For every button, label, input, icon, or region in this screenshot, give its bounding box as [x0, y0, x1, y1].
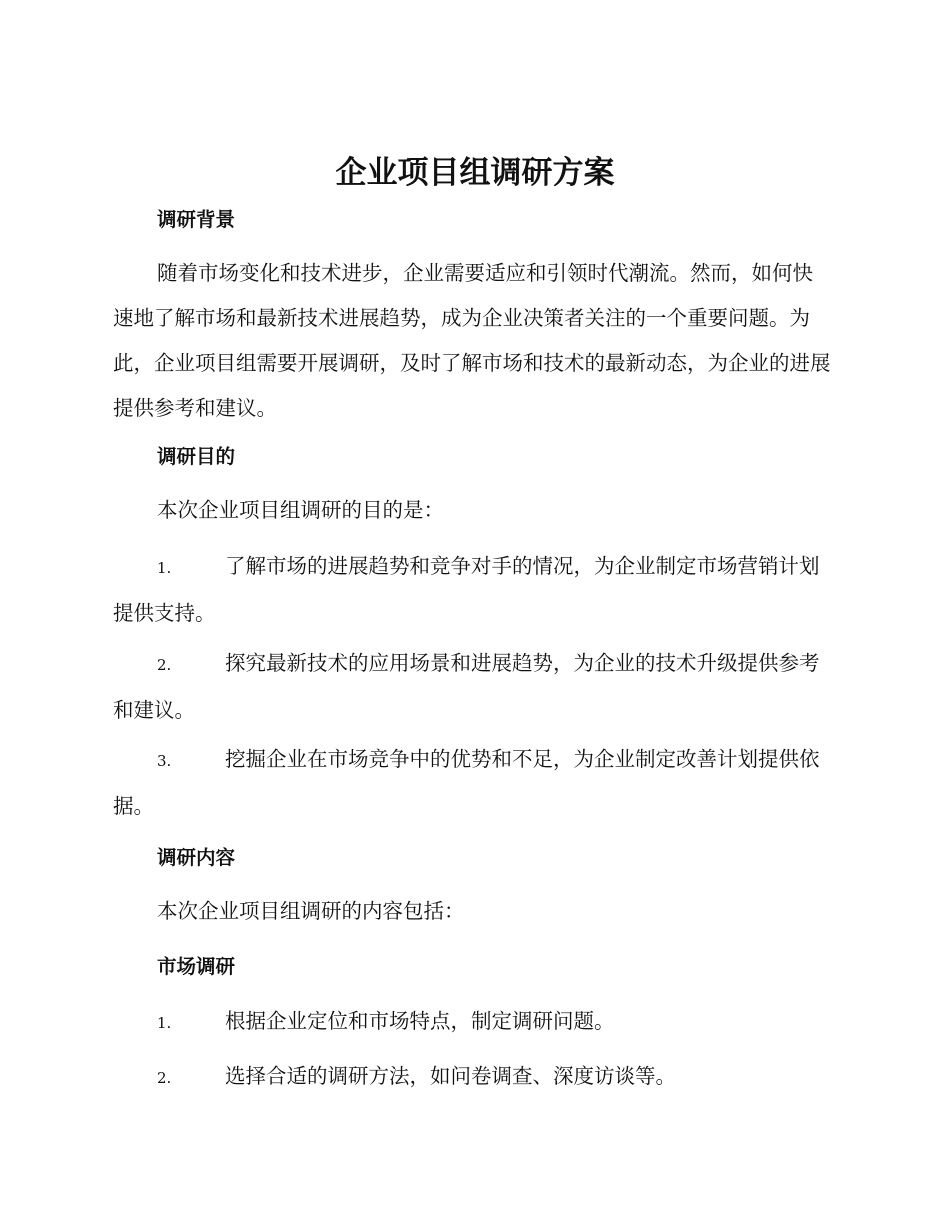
- purpose-intro: 本次企业项目组调研的目的是：: [157, 498, 444, 522]
- list-item-number: 2.: [157, 1069, 172, 1087]
- list-item-number: 1.: [157, 559, 172, 577]
- market-list-item: [113, 1054, 833, 1101]
- section-heading-purpose: 调研目的: [157, 445, 236, 468]
- market-list-item: [113, 999, 833, 1046]
- purpose-list-item: [113, 544, 833, 636]
- section-heading-content: 调研内容: [157, 846, 236, 869]
- subsection-heading-market: 市场调研: [157, 955, 236, 978]
- document-title: 企业项目组调研方案: [335, 155, 615, 191]
- list-item-text: 探究最新技术的应用场景和进展趋势，为企业的技术升级提供参考和建议。: [113, 651, 820, 722]
- purpose-list-item: [113, 737, 833, 829]
- list-item-text: 根据企业定位和市场特点，制定调研问题。: [225, 1009, 615, 1033]
- list-item-number: 2.: [157, 656, 172, 674]
- list-item-text: 选择合适的调研方法，如问卷调查、深度访谈等。: [225, 1064, 676, 1088]
- list-item-number: 3.: [157, 752, 172, 770]
- background-paragraph: 随着市场变化和技术进步，企业需要适应和引领时代潮流。然而，如何快速地了解市场和最新技术进展趋势，成为企业决策者关注的一个重要问题。为此，企业项目组需要开展调研，及时了解市场和技术的最新动态，为企业的进展提供参考和建议。: [113, 261, 831, 420]
- list-item-text: 了解市场的进展趋势和竞争对手的情况，为企业制定市场营销计划提供支持。: [113, 554, 820, 625]
- list-item-number: 1.: [157, 1014, 172, 1032]
- content-intro: 本次企业项目组调研的内容包括：: [157, 899, 465, 923]
- section-heading-background: 调研背景: [157, 208, 236, 231]
- list-item-text: 挖掘企业在市场竞争中的优势和不足，为企业制定改善计划提供依据。: [113, 747, 820, 818]
- purpose-list-item: [113, 641, 833, 733]
